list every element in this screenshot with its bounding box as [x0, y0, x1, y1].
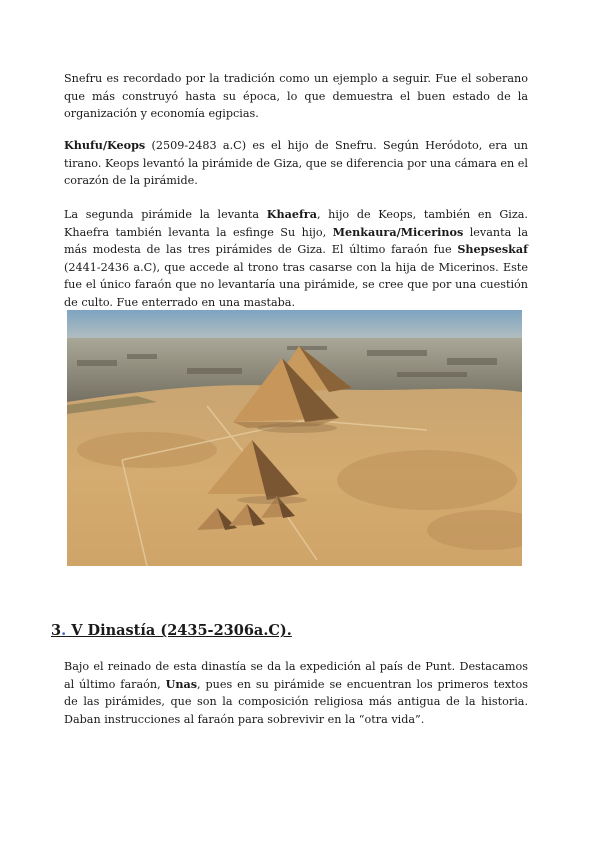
- pharaoh-name-khaefra: Khaefra: [266, 207, 317, 221]
- paragraph-dinastia-v: [64, 658, 528, 728]
- paragraph-text: levanta la más modesta de las tres pirámides de Giza. El último faraón fue: [64, 225, 529, 257]
- paragraph-khaefra: [64, 206, 528, 312]
- paragraph-text: Snefru es recordado por la tradición como un ejemplo a seguir. Fue el soberano que más construyó hasta su época, lo que demuestra el buen estado de la organización y economía egipcias.: [64, 72, 528, 121]
- giza-pyramids-aerial-photo: [67, 310, 522, 566]
- section-title: V Dinastía (2435-2306a.C).: [66, 622, 292, 639]
- pharaoh-name-menkaura: Menkaura/Micerinos: [332, 224, 464, 239]
- paragraph-text: La segunda pirámide la levanta: [64, 208, 267, 221]
- giza-pyramids-photo: [67, 310, 522, 566]
- paragraph-khufu: [64, 137, 528, 190]
- section-number-dot: .: [61, 622, 67, 639]
- paragraph-text: (2509-2483 a.C) es el hijo de Snefru. Según Heródoto, era un tirano. Keops levantó la pirámide de Giza, que se diferencia por una cámara en el corazón de la pirámide.: [64, 139, 528, 188]
- paragraph-text: (2441-2436 a.C), que accede al trono tras casarse con la hija de Micerinos. Este fue el único faraón que no levantaría una pirámide, se cree que por una cuestión de culto. Fue enterrado en una mastaba.: [64, 260, 528, 309]
- section-heading: [51, 622, 292, 639]
- pharaoh-name-unas: Unas: [165, 676, 198, 691]
- paragraph-snefru: [64, 70, 528, 123]
- section-number: 3: [51, 622, 62, 639]
- pharaoh-name-shepseskaf: Shepseskaf: [457, 242, 528, 257]
- paragraph-text: Bajo el reinado de esta dinastía se da la expedición al país de Punt. Destacamos al último faraón,: [64, 660, 528, 691]
- paragraph-text: , pues en su pirámide se encuentran los primeros textos de las pirámides, que son la composición religiosa más antigua de la historia. Daban instrucciones al faraón para sobrevivir en la “otra vida”.: [64, 677, 528, 726]
- pharaoh-name-khufu: Khufu/Keops: [64, 138, 146, 152]
- paragraph-text: , hijo de Keops, también en Giza. Khaefra también levanta la esfinge Su hijo,: [64, 208, 528, 239]
